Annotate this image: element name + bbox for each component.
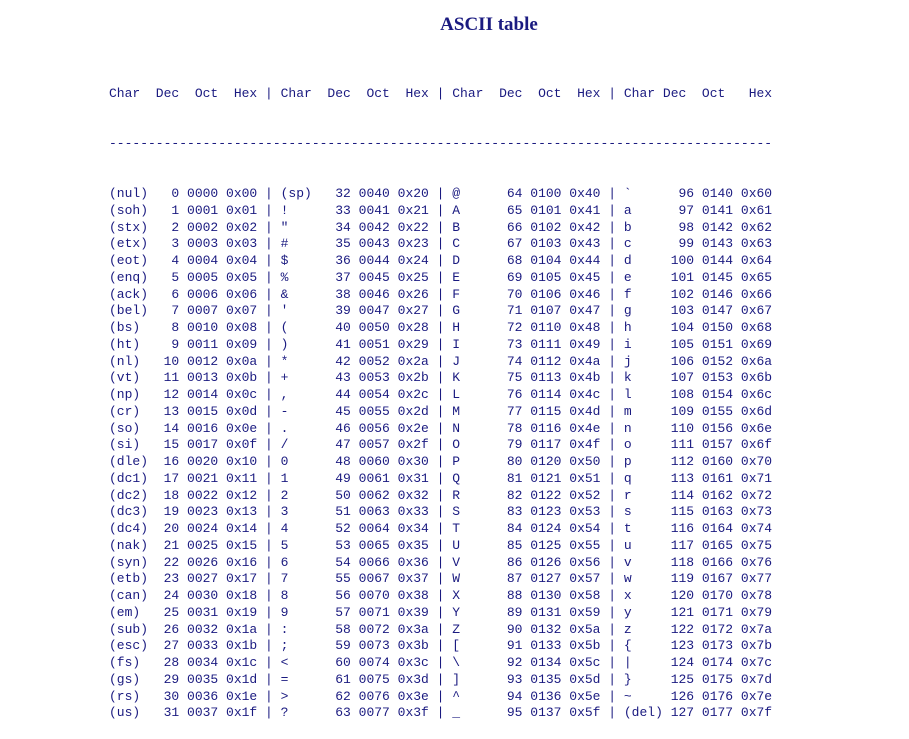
table-row: (vt) 11 0013 0x0b | + 43 0053 0x2b | K 75 0113 0x4b | k 107 0153 0x6b bbox=[109, 370, 773, 386]
table-row: (etb) 23 0027 0x17 | 7 55 0067 0x37 | W 87 0127 0x57 | w 119 0167 0x77 bbox=[109, 571, 773, 587]
table-row: (enq) 5 0005 0x05 | % 37 0045 0x25 | E 69 0105 0x45 | e 101 0145 0x65 bbox=[109, 269, 773, 285]
page-title: ASCII table bbox=[440, 14, 538, 35]
table-row: (ht) 9 0011 0x09 | ) 41 0051 0x29 | I 73 0111 0x49 | i 105 0151 0x69 bbox=[109, 336, 773, 352]
table-row: (eot) 4 0004 0x04 | $ 36 0044 0x24 | D 68 0104 0x44 | d 100 0144 0x64 bbox=[109, 253, 773, 268]
table-row: (nl) 10 0012 0x0a | * 42 0052 0x2a | J 74 0112 0x4a | j 106 0152 0x6a bbox=[109, 353, 773, 369]
table-row: (dc1) 17 0021 0x11 | 1 49 0061 0x31 | Q 81 0121 0x51 | q 113 0161 0x71 bbox=[109, 470, 773, 486]
table-row: (soh) 1 0001 0x01 | ! 33 0041 0x21 | A 65 0101 0x41 | a 97 0141 0x61 bbox=[109, 202, 773, 218]
table-row: (sub) 26 0032 0x1a | : 58 0072 0x3a | Z 90 0132 0x5a | z 122 0172 0x7a bbox=[109, 621, 773, 637]
ascii-table bbox=[109, 52, 772, 739]
table-row: (esc) 27 0033 0x1b | ; 59 0073 0x3b | [ 91 0133 0x5b | { 123 0173 0x7b bbox=[109, 638, 773, 654]
table-row: (rs) 30 0036 0x1e | > 62 0076 0x3e | ^ 94 0136 0x5e | ~ 126 0176 0x7e bbox=[109, 688, 773, 704]
table-row: (bs) 8 0010 0x08 | ( 40 0050 0x28 | H 72 0110 0x48 | h 104 0150 0x68 bbox=[109, 320, 773, 335]
table-row: (np) 12 0014 0x0c | , 44 0054 0x2c | L 76 0114 0x4c | l 108 0154 0x6c bbox=[109, 387, 773, 402]
table-row: (gs) 29 0035 0x1d | = 61 0075 0x3d | ] 93 0135 0x5d | } 125 0175 0x7d bbox=[109, 671, 773, 687]
table-row: (cr) 13 0015 0x0d | - 45 0055 0x2d | M 77 0115 0x4d | m 109 0155 0x6d bbox=[109, 403, 773, 419]
table-row: (nak) 21 0025 0x15 | 5 53 0065 0x35 | U 85 0125 0x55 | u 117 0165 0x75 bbox=[109, 537, 773, 553]
table-row: (si) 15 0017 0x0f | / 47 0057 0x2f | O 79 0117 0x4f | o 111 0157 0x6f bbox=[109, 437, 773, 453]
table-row: (dc4) 20 0024 0x14 | 4 52 0064 0x34 | T 84 0124 0x54 | t 116 0164 0x74 bbox=[109, 521, 773, 536]
table-row: (stx) 2 0002 0x02 | " 34 0042 0x22 | B 66 0102 0x42 | b 98 0142 0x62 bbox=[109, 219, 773, 235]
table-row: (dc2) 18 0022 0x12 | 2 50 0062 0x32 | R 82 0122 0x52 | r 114 0162 0x72 bbox=[109, 487, 773, 503]
table-row: (nul) 0 0000 0x00 | (sp) 32 0040 0x20 | @ 64 0100 0x40 | ` 96 0140 0x60 bbox=[109, 186, 773, 201]
table-row: (dle) 16 0020 0x10 | 0 48 0060 0x30 | P 80 0120 0x50 | p 112 0160 0x70 bbox=[109, 454, 773, 469]
table-body bbox=[109, 186, 772, 722]
table-divider: ------------------------------------------------------------------------------------- bbox=[109, 135, 773, 151]
table-row: (etx) 3 0003 0x03 | # 35 0043 0x23 | C 67 0103 0x43 | c 99 0143 0x63 bbox=[109, 236, 773, 252]
table-header: Char Dec Oct Hex | Char Dec Oct Hex | Char Dec Oct Hex | Char Dec Oct Hex bbox=[109, 85, 773, 101]
table-row: (can) 24 0030 0x18 | 8 56 0070 0x38 | X 88 0130 0x58 | x 120 0170 0x78 bbox=[109, 588, 773, 603]
table-row: (syn) 22 0026 0x16 | 6 54 0066 0x36 | V 86 0126 0x56 | v 118 0166 0x76 bbox=[109, 554, 773, 570]
table-row: (ack) 6 0006 0x06 | & 38 0046 0x26 | F 70 0106 0x46 | f 102 0146 0x66 bbox=[109, 286, 773, 302]
table-row: (em) 25 0031 0x19 | 9 57 0071 0x39 | Y 89 0131 0x59 | y 121 0171 0x79 bbox=[109, 604, 773, 620]
table-row: (bel) 7 0007 0x07 | ' 39 0047 0x27 | G 71 0107 0x47 | g 103 0147 0x67 bbox=[109, 303, 773, 319]
table-row: (dc3) 19 0023 0x13 | 3 51 0063 0x33 | S 83 0123 0x53 | s 115 0163 0x73 bbox=[109, 504, 773, 520]
table-row: (us) 31 0037 0x1f | ? 63 0077 0x3f | _ 95 0137 0x5f | (del) 127 0177 0x7f bbox=[109, 705, 773, 721]
table-row: (so) 14 0016 0x0e | . 46 0056 0x2e | N 78 0116 0x4e | n 110 0156 0x6e bbox=[109, 420, 773, 436]
table-row: (fs) 28 0034 0x1c | < 60 0074 0x3c | \ 92 0134 0x5c | | 124 0174 0x7c bbox=[109, 655, 773, 670]
